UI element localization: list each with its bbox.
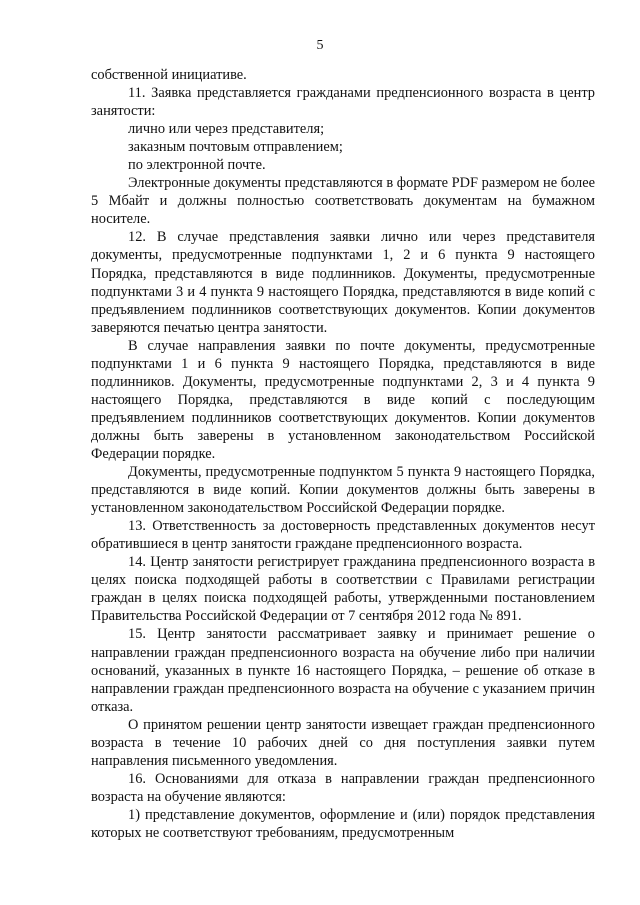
paragraph-item-14: 14. Центр занятости регистрирует гражданина предпенсионного возраста в целях поиска подходящей работы в соответствии с Правилами регистрации граждан в целях поиска подходящей работы, утвержденными постановлением Правительства Российской Федерации от 7 сентября 2012 года № 891. (91, 554, 595, 625)
list-item-registered-mail: заказным почтовым отправлением; (128, 139, 343, 156)
paragraph-notification: О принятом решении центр занятости извещает граждан предпенсионного возраста в течение 10 рабочих дней со дня поступления заявки путем направления письменного уведомления. (91, 716, 595, 769)
paragraph-electronic-documents: Электронные документы представляются в формате PDF размером не более 5 Мбайт и должны полностью соответствовать документам на бумажном носителе. (91, 175, 595, 228)
paragraph-subitem-5-copies: Документы, предусмотренные подпунктом 5 пункта 9 настоящего Порядка, представляются в виде копий. Копии документов должны быть заверены в установленном законодательством Российской Федерации порядке. (91, 464, 595, 517)
list-item-in-person: лично или через представителя; (128, 121, 325, 138)
paragraph-item-16: 16. Основаниями для отказа в направлении граждан предпенсионного возраста на обучение являются: (91, 770, 595, 805)
paragraph-continuation: собственной инициативе. (91, 67, 247, 83)
paragraph-postal-submission: В случае направления заявки по почте документы, предусмотренные подпунктами 1 и 6 пункта 9 настоящего Порядка, представляются в виде подлинников. Документы, предусмотренные подпунктами 2, 3 и 4 пункта 9 настоящего Порядка, представляются в виде копий с последующим предъявлением подлинников соответствующих документов. Копии документов должны быть заверены в установленном законодательством Российской Федерации порядке. (91, 337, 595, 462)
paragraph-item-15: 15. Центр занятости рассматривает заявку и принимает решение о направлении граждан предпенсионного возраста на обучение либо при наличии оснований, указанных в пункте 16 настоящего Порядка, – решение об отказе в направлении граждан предпенсионного возраста на обучение с указанием причин отказа. (91, 626, 595, 715)
document-body (91, 66, 595, 842)
page-number: 5 (316, 38, 324, 53)
paragraph-item-16-1: 1) представление документов, оформление и (или) порядок представления которых не соответствуют требованиям, предусмотренным (91, 806, 595, 841)
paragraph-item-12: 12. В случае представления заявки лично или через представителя документы, предусмотренные подпунктами 1, 2 и 6 пункта 9 настоящего Порядка, представляются в виде подлинников. Документы, предусмотренные подпунктами 3 и 4 пункта 9 настоящего Порядка, представляются в виде копий с предъявлением подлинников соответствующих документов. Копии документов заверяются печатью центра занятости. (91, 229, 595, 336)
paragraph-item-11: 11. Заявка представляется гражданами предпенсионного возраста в центр занятости: (91, 85, 595, 120)
list-item-email: по электронной почте. (128, 157, 266, 174)
paragraph-item-13: 13. Ответственность за достоверность представленных документов несут обратившиеся в центр занятости граждане предпенсионного возраста. (91, 518, 595, 553)
